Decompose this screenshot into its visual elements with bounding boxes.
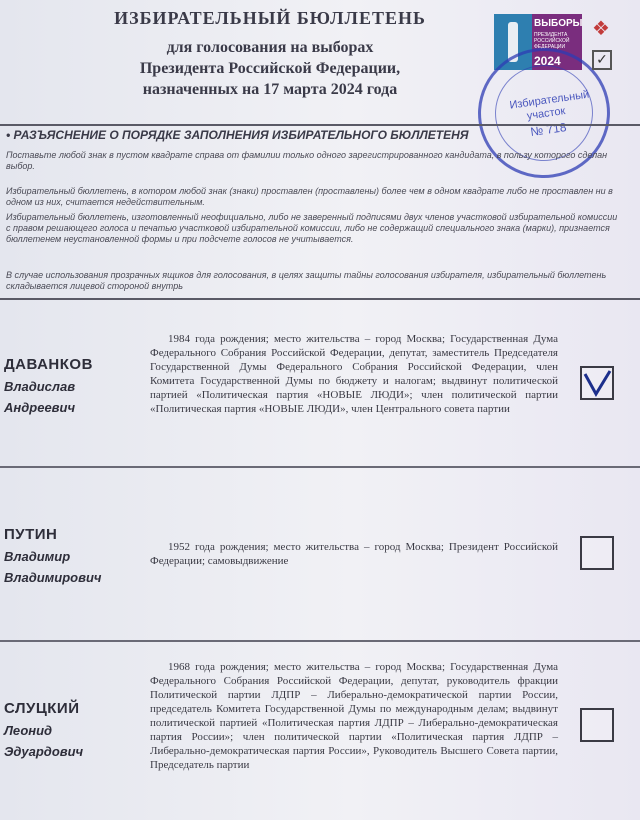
mark-title: ВЫБОРЫ [534, 18, 583, 29]
mark-checkbox-icon: ✓ [592, 50, 612, 70]
candidate-checkbox-3[interactable] [580, 708, 614, 742]
stamp-text: Избирательный участок [508, 88, 590, 123]
candidate-checkbox-2[interactable] [580, 536, 614, 570]
divider [0, 466, 640, 468]
mark-year: 2024 [534, 54, 561, 68]
ballot-subtitle-1: для голосования на выборах [166, 39, 374, 56]
candidate-patronymic: Эдуардович [4, 744, 84, 759]
stamp-number: № 718 [529, 120, 568, 140]
candidate-info-1 [150, 332, 558, 416]
candidate-patronymic: Андреевич [4, 400, 76, 415]
candidate-name-3 [4, 700, 83, 759]
checkmark-icon [582, 368, 612, 398]
candidate-firstname: Владимир [4, 549, 71, 564]
mark-subtitle: ПРЕЗИДЕНТА РОССИЙСКОЙ ФЕДЕРАЦИИ [534, 32, 570, 50]
candidate-name-2 [4, 526, 102, 585]
candidate-firstname: Леонид [4, 723, 53, 738]
candidate-name-1 [4, 356, 93, 415]
candidate-info-text: 1984 года рождения; место жительства – город Москва; Государственная Дума Федерального Собрания Российской Федерации, депутат, заместитель Председателя Государственной Думы Федерального Собрания Российской Федерации, член Комитета Государственной Думы по бюджету и налогам; выдвинут политической партией «Политическая партия «НОВЫЕ ЛЮДИ»; член политической партии «Политическая партия «НОВЫЕ ЛЮДИ», член Центрального совета партии [150, 333, 558, 415]
ballot-subtitle-3: назначенных на 17 марта 2024 года [142, 81, 398, 98]
ballot-subtitle-2: Президента Российской Федерации, [139, 60, 401, 77]
candidate-checkbox-1[interactable] [580, 366, 614, 400]
instructions-heading: • РАЗЪЯСНЕНИЕ О ПОРЯДКЕ ЗАПОЛНЕНИЯ ИЗБИРАТЕЛЬНОГО БЮЛЛЕТЕНЯ [6, 128, 469, 142]
candidate-firstname: Владислав [4, 379, 76, 394]
candidate-info-3 [150, 660, 558, 772]
candidate-info-text: 1968 года рождения; место жительства – город Москва; Государственная Дума Федерального Собрания Российской Федерации, депутат, руководитель фракции Политической партии ЛДПР – Либерально-демократической партии России, председатель Комитета Государственной Думы по международным делам; выдвинут политической партией «Политическая партия ЛДПР – Либерально-демократическая партия России»; член политической партии «Политическая партия ЛДПР – Либерально-демократическая партия России», Руководитель Высшего Совета партии, Председатель партии [150, 661, 558, 771]
coat-of-arms-icon: ❖ [592, 18, 610, 40]
ballot-title: ИЗБИРАТЕЛЬНЫЙ БЮЛЛЕТЕНЬ [114, 8, 426, 28]
candidate-info-text: 1952 года рождения; место жительства – город Москва; Президент Российской Федерации; самовыдвижение [150, 541, 558, 567]
candidate-patronymic: Владимирович [4, 570, 102, 585]
candidate-info-2 [150, 540, 558, 568]
instruction-paragraph-2: Избирательный бюллетень, в котором любой знак (знаки) проставлен (проставлены) более чем в одном квадрате либо не проставлен ни в одном из них, считается недействительным. [6, 186, 613, 207]
instruction-paragraph-1: Поставьте любой знак в пустом квадрате справа от фамилии только одного зарегистрированного кандидата, в пользу которого сделан выбор. [6, 150, 608, 171]
candidate-lastname: ПУТИН [4, 526, 58, 543]
instruction-paragraph-3: Избирательный бюллетень, изготовленный неофициально, либо не заверенный подписями двух членов участковой избирательной комиссии с правом решающего голоса и печатью участковой избирательной комиссии, либо не содержащий специального знака (марки), признается бюллетенем неустановленной формы и при подсчете голосов не учитывается. [6, 212, 618, 244]
instruction-paragraph-4: В случае использования прозрачных ящиков для голосования, в целях защиты тайны голосования избирателя, избирательный бюллетень складывается лицевой стороной внутрь [6, 270, 607, 291]
candidate-lastname: СЛУЦКИЙ [4, 700, 80, 717]
ballot-title-block [60, 8, 480, 100]
divider [0, 640, 640, 642]
candidate-lastname: ДАВАНКОВ [4, 356, 93, 373]
